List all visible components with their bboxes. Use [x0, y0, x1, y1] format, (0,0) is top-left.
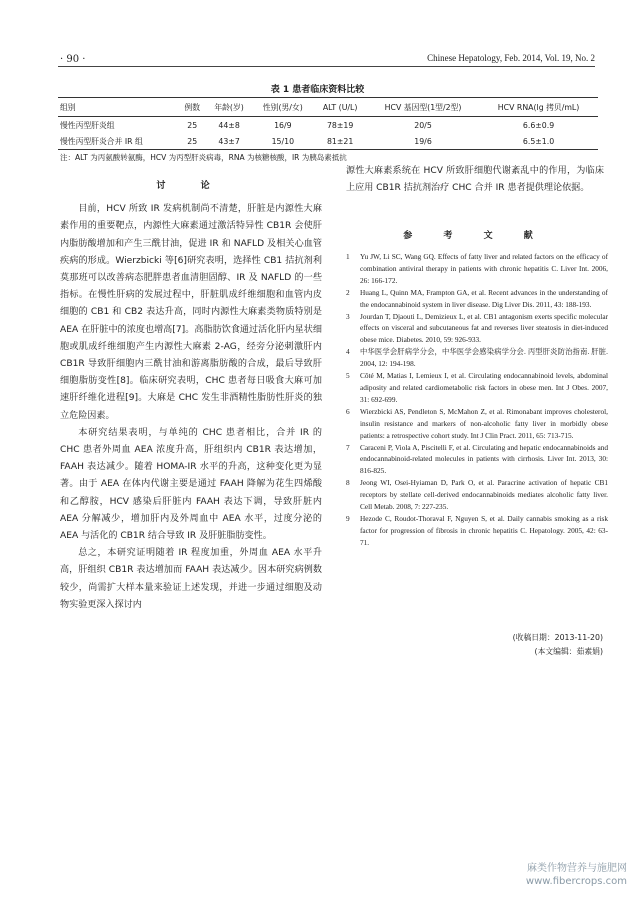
clinical-table: [58, 97, 598, 150]
editor-credit: (本文编辑：茹素娟): [534, 647, 603, 656]
discussion-section: [60, 176, 322, 614]
reference-number: 7: [346, 442, 350, 452]
reference-item: [346, 311, 608, 347]
reference-number: 4: [346, 347, 350, 357]
reference-item: [346, 406, 608, 442]
reference-item: [346, 370, 608, 406]
reference-text: Jourdan T, Djaouti L, Demizieux L, et al. CB1 antagonism exerts specific molecular effects on visceral and subcutaneous fat and reverses liver steatosis in diet-induced obese mice. Diabetes. 2010, 59: 926-933.: [360, 311, 608, 345]
discussion-continuation: [346, 163, 604, 197]
reference-text: Côté M, Matias I, Lemieux I, et al. Circulating endocannabinoid levels, abdominal adiposity and related cardiometabolic risk factors in obese men. Int J Obes. 2007, 31: 692-699.: [360, 371, 608, 404]
table-cell: 20/5: [414, 120, 432, 130]
table-cell: 6.6±0.9: [522, 120, 555, 130]
table-cell: 25: [179, 133, 206, 150]
column-header: HCV 基因型(1型/2型): [367, 98, 479, 117]
received-date: (收稿日期：2013-11-20): [512, 633, 603, 642]
reference-item: [346, 513, 608, 549]
table-title: 表 1 患者临床资料比较: [270, 85, 365, 95]
reference-text: Caraceni P, Viola A, Piscitelli F, et al. Circulating and hepatic endocannabinoids and endocannabinoid-related molecules in patients with cirrhosis. Liver Int. 2013, 30: 816-825.: [360, 442, 608, 476]
header-rule: [58, 66, 595, 67]
column-header: 年龄(岁): [206, 98, 253, 117]
column-header: 例数: [179, 98, 206, 117]
discussion-paragraph-3-continued: 源性大麻素系统在 HCV 所致肝细胞代谢紊乱中的作用，为临床上应用 CB1R 拮抗剂治疗 CHC 合并 IR 患者提供理论依据。: [346, 166, 604, 194]
page-number: · 90 ·: [60, 54, 86, 65]
column-header: ALT (U/L): [313, 98, 367, 117]
reference-item: [346, 287, 608, 311]
reference-number: 8: [346, 478, 350, 488]
discussion-paragraph-1: 目前，HCV 所致 IR 发病机制尚不清楚，肝脏是内源性大麻素作用的重要靶点，内源性大麻素通过激活特异性 CB1R 会使肝内脂肪酸增加和产生三酰甘油，促进 IR 和 NAFLD 及相关心血管疾病的形成。Wierzbicki 等[6]研究表明，选择性 CB1 拮抗剂利莫那班可以改善病态肥胖患者血清胆固醇、IR 及 NAFLD 的一些指标。在慢性肝病的发展过程中，肝脏肌成纤维细胞和血管内皮细胞的 CB1 和 CB2 表达升高，同时内源性大麻素类物质特别是 AEA 在肝脏中的浓度也增高[7]。高脂肪饮食通过活化肝内星状细胞或肌成纤维细胞产生内源性大麻素 2-AG，经旁分泌刺激肝内 CB1R 导致肝细胞内三酰甘油和游离脂肪酸的合成，最后导致肝细胞脂肪变性[8]。临床研究表明，CHC 患者每日吸食大麻可加速肝纤维化进程[9]。大麻是 CHC 发生非酒精性脂肪性肝炎的独立危险因素。: [60, 204, 322, 421]
discussion-paragraph-2: 本研究结果表明，与单纯的 CHC 患者相比，合并 IR 的 CHC 患者外周血 AEA 浓度升高，肝组织内 CB1R 表达增加，FAAH 表达减少。随着 HOMA-IR 水平的升高，这种变化更为显著。由于 AEA 在体内代谢主要是通过 FAAH 降解为花生四烯酸和乙醇胺，HCV 感染后肝脏内 FAAH 表达下调，导致肝脏内 AEA 分解减少，增加肝内及外周血中 AEA 水平，过度分泌的 AEA 与活化的 CB1R 结合导致 IR 及肝脏脂肪变性。: [60, 427, 322, 542]
reference-text: 中华医学会肝病学分会，中华医学会感染病学分会. 丙型肝炎防治指南. 肝脏. 2004, 12: 194-198.: [360, 347, 608, 369]
table-row: [58, 117, 598, 134]
reference-item: [346, 477, 608, 513]
reference-text: Jeong WI, Osei-Hyiaman D, Park O, et al. Paracrine activation of hepatic CB1 receptors by stellate cell-derived endocannabinoids mediates alcoholic fatty liver. Cell Metab. 2008, 7: 227-235.: [360, 478, 608, 512]
table-cell: 19/6: [367, 133, 479, 150]
column-header: 组别: [58, 98, 179, 117]
journal-header: Chinese Hepatology, Feb. 2014, Vol. 19, No. 2: [427, 53, 595, 63]
reference-number: 1: [346, 252, 350, 261]
watermark-line-1: 麻类作物营养与施肥网: [527, 863, 627, 874]
section-heading: 讨 论: [156, 181, 226, 191]
table-row: [58, 133, 598, 150]
table-cell: 25: [187, 120, 198, 130]
watermark: [526, 862, 627, 888]
references-heading: 参 考 文 献: [403, 231, 547, 241]
table-note: 注：ALT 为丙氨酸转氨酶，HCV 为丙型肝炎病毒，RNA 为核糖核酸，IR 为胰岛素抵抗: [60, 153, 347, 162]
reference-list: [346, 251, 608, 549]
reference-item: [346, 251, 608, 287]
reference-number: 6: [346, 406, 350, 416]
table-header-row: [58, 98, 598, 117]
table-cell: 81±21: [313, 133, 367, 150]
table-cell: 15/10: [252, 133, 313, 150]
column-header: 性别(男/女): [252, 98, 313, 117]
table-cell: 慢性丙型肝炎组: [60, 120, 115, 130]
column-header: HCV RNA(lg 拷贝/mL): [479, 98, 598, 117]
table-cell: 慢性丙型肝炎合并 IR 组: [58, 133, 179, 150]
reference-number: 2: [346, 287, 350, 297]
reference-item: [346, 442, 608, 478]
discussion-paragraph-3: 总之，本研究证明随着 IR 程度加重，外周血 AEA 水平升高，肝组织 CB1R 表达增加而 FAAH 表达减少。因本研究病例数较少，尚需扩大样本量来验证上述发现，并进一步通过细胞及动物实验更深入探讨内: [60, 548, 322, 610]
table-cell: 16/9: [274, 120, 292, 130]
reference-text: Wierzbicki AS, Pendleton S, McMahon Z, et al. Rimonabant improves cholesterol, insulin resistance and markers of non-alcoholic fatty liver in morbidly obese patients: a retrospective cohort study. Int J Clin Pract. 2011, 65: 713-715.: [360, 406, 608, 440]
reference-number: 5: [346, 371, 350, 381]
watermark-line-2: www.fibercrops.com: [525, 876, 627, 887]
table-cell: 44±8: [218, 120, 240, 130]
reference-text: Hezode C, Roudot-Thoraval F, Nguyen S, et al. Daily cannabis smoking as a risk factor for progression of fibrosis in chronic hepatitis C. Hepatology. 2005, 42: 63-71.: [360, 513, 608, 547]
reference-text: Yu JW, Li SC, Wang GQ. Effects of fatty liver and related factors on the efficacy of combination antiviral therapy in patients with chronic hepatitis C. Liver Int. 2006, 26: 166-172.: [360, 252, 608, 285]
table-cell: 78±19: [326, 120, 354, 130]
table-cell: 6.5±1.0: [479, 133, 598, 150]
reference-number: 9: [346, 513, 350, 523]
reference-number: 3: [346, 311, 350, 321]
table-cell: 43±7: [206, 133, 253, 150]
reference-text: Huang L, Quinn MA, Frampton GA, et al. Recent advances in the understanding of the endocannabinoid system in liver disease. Dig Liver Dis. 2011, 43: 188-193.: [360, 287, 608, 309]
reference-item: [346, 346, 608, 370]
